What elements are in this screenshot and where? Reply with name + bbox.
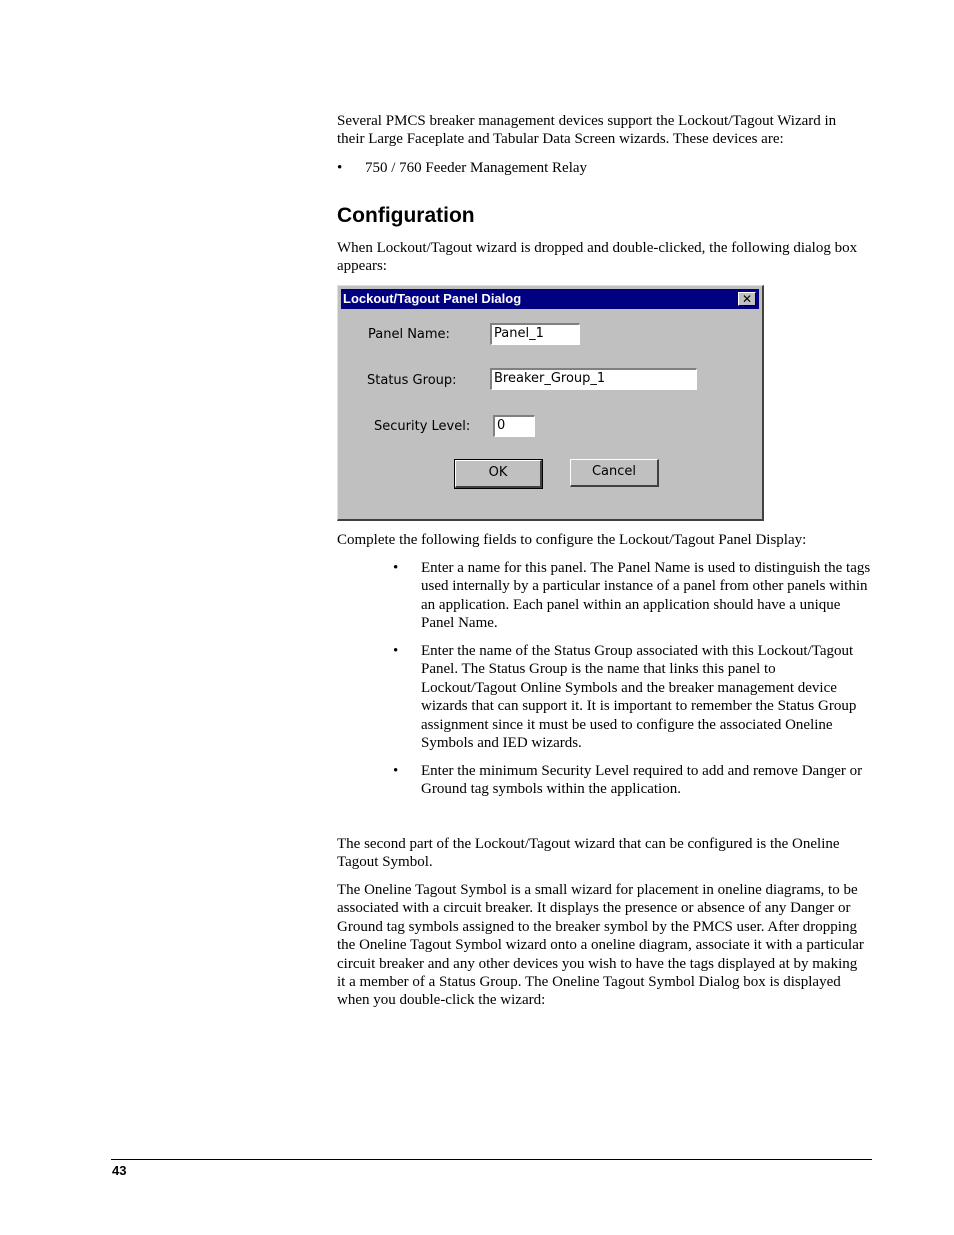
- bullet: •: [337, 160, 343, 176]
- step-item: Enter the name of the Status Group associated with this Lockout/Tagout Panel. The Status Group is the name that links this panel to Lockout/Tagout Online Symbols and the breaker management device wizards that can support it. It is important to remember the Status Group assignment since it must be used to configure the associated Oneline Symbols and IED wizards.: [421, 643, 857, 752]
- status-group-field[interactable]: Breaker_Group_1: [490, 368, 697, 390]
- oneline-paragraph: The Oneline Tagout Symbol is a small wizard for placement in oneline diagrams, to be associated with a circuit breaker. It displays the presence or absence of any Danger or Ground tag symbols assigned to the breaker symbol by the PMCS user. After dropping the Oneline Tagout Symbol wizard onto a oneline diagram, associate it with a particular circuit breaker and any other devices you wish to have the tags displayed at by making it a member of a Status Group. The Oneline Tagout Symbol Dialog box is displayed when you double-click the wizard:: [337, 882, 864, 1009]
- second-part-paragraph: The second part of the Lockout/Tagout wizard that can be configured is the Oneline Tagout Symbol.: [337, 836, 840, 871]
- lockout-tagout-panel-dialog: [337, 285, 764, 521]
- section-heading: Configuration: [337, 204, 475, 227]
- footer-rule: [111, 1159, 872, 1160]
- ok-button[interactable]: OK: [455, 460, 542, 488]
- cancel-button[interactable]: Cancel: [570, 459, 659, 487]
- close-icon[interactable]: ✕: [738, 292, 756, 306]
- dialog-titlebar[interactable]: [341, 289, 759, 309]
- panel-name-label: Panel Name:: [368, 327, 450, 342]
- dialog-title: Lockout/Tagout Panel Dialog: [343, 291, 522, 306]
- config-intro-paragraph: When Lockout/Tagout wizard is dropped and double-clicked, the following dialog box appears:: [337, 240, 858, 275]
- step-item: Enter a name for this panel. The Panel Name is used to distinguish the tags used internally by a particular instance of a panel from other panels within an application. Each panel within an application should have a unique Panel Name.: [421, 560, 871, 632]
- device-list-item: 750 / 760 Feeder Management Relay: [365, 160, 588, 176]
- bullet: •: [393, 763, 399, 779]
- bullet: •: [393, 560, 399, 576]
- security-level-label: Security Level:: [374, 419, 471, 434]
- step-item: Enter the minimum Security Level required to add and remove Danger or Ground tag symbols within the application.: [421, 763, 863, 798]
- page-number: 43: [112, 1163, 127, 1178]
- security-level-field[interactable]: 0: [493, 415, 535, 437]
- intro-paragraph: Several PMCS breaker management devices support the Lockout/Tagout Wizard in their Large Faceplate and Tabular Data Screen wizards. These devices are:: [337, 113, 837, 148]
- status-group-label: Status Group:: [367, 373, 457, 388]
- bullet: •: [393, 643, 399, 659]
- panel-name-field[interactable]: Panel_1: [490, 323, 580, 345]
- complete-intro-paragraph: Complete the following fields to configure the Lockout/Tagout Panel Display:: [337, 532, 807, 548]
